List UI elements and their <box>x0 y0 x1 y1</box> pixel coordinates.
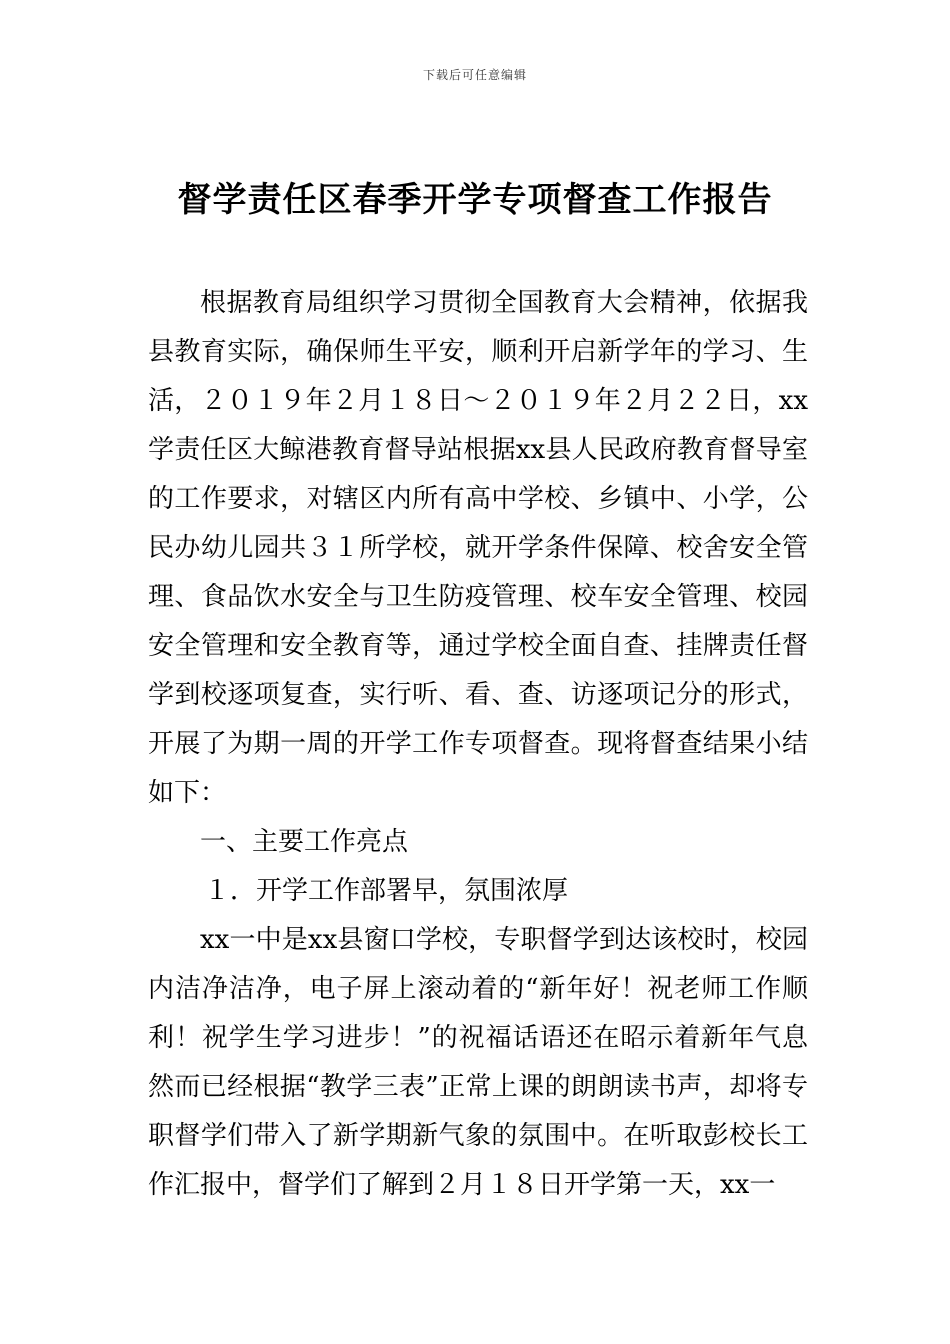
paragraph-detail: xx一中是xx县窗口学校，专职督学到达该校时，校园内洁净洁净，电子屏上滚动着的“新年好！祝老师工作顺利！祝学生学习进步！”的祝福话语还在昭示着新年气息然而已经根据“教学三表”正常上课的朗朗读书声，却将专职督学们带入了新学期新气象的氛围中。在听取彭校长工作汇报中，督学们了解到２月１８日开学第一天，xx一 <box>148 925 808 1200</box>
document-body <box>148 279 808 1210</box>
header-note: 下载后可任意编辑 <box>422 68 527 82</box>
section-heading: 一、主要工作亮点 <box>200 827 409 857</box>
subsection-heading: １．开学工作部署早，氛围浓厚 <box>204 876 569 906</box>
document-title: 督学责任区春季开学专项督查工作报告 <box>177 180 773 220</box>
paragraph-intro: 根据教育局组织学习贯彻全国教育大会精神，依据我县教育实际，确保师生平安，顺利开启新学年的学习、生活，２０１９年２月１８日～２０１９年２月２２日，xx学责任区大鲸港教育督导站根据xx县人民政府教育督导室的工作要求，对辖区内所有高中学校、乡镇中、小学，公民办幼儿园共３１所学校，就开学条件保障、校舍安全管理、食品饮水安全与卫生防疫管理、校车安全管理、校园安全管理和安全教育等，通过学校全面自查、挂牌责任督学到校逐项复查，实行听、看、查、访逐项记分的形式，开展了为期一周的开学工作专项督查。现将督查结果小结如下： <box>148 288 808 808</box>
